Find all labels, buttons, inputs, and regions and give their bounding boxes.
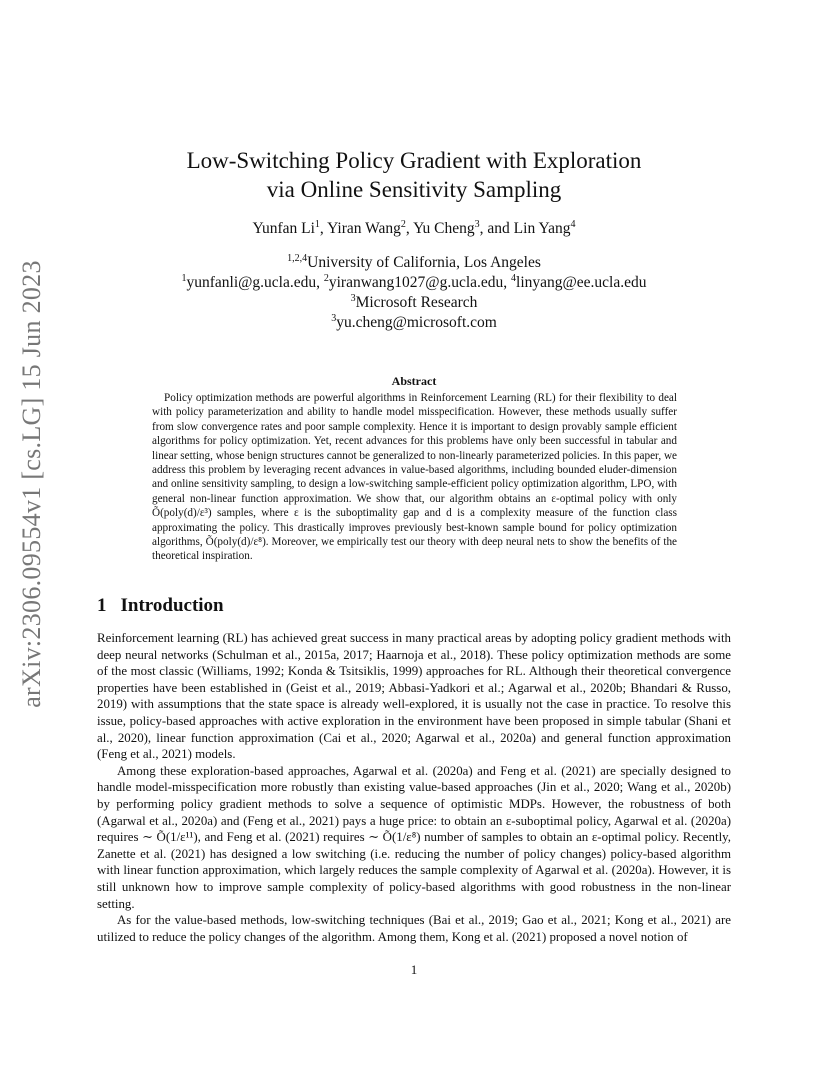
page-number: 1 — [410, 962, 418, 977]
author-emails: $^1$yunfanli@g.ucla.edu, $^2$yiranwang1027@g.ucla.edu, $^4$linyang@ee.ucla.edu — [181, 273, 647, 291]
paper-title — [0, 146, 828, 204]
abstract-body — [152, 391, 677, 564]
email-link: yu.cheng@microsoft.com — [336, 314, 497, 331]
author-affil-mark: 4 — [570, 219, 576, 230]
paragraph: As for the value-based methods, low-switching techniques (Bai et al., 2019; Gao et al., 2021; Kong et al., 2021) are utilized to reduce the policy changes of the algorithm. Among them, Kong et al. (2021) proposed a novel notion of — [97, 913, 731, 944]
arxiv-stamp-text: arXiv:2306.09554v1 [cs.LG] 15 Jun 2023 — [17, 260, 46, 708]
paragraph: Among these exploration-based approaches, Agarwal et al. (2020a) and Feng et al. (2021) are specially designed to handle model-misspecification more robustly than existing value-based approaches (Jin et al., 2020; Wang et al., 2020b) by performing policy gradient methods to solve a sequence of optimistic MDPs. However, the robustness of both (Agarwal et al., 2020a) and (Feng et al., 2021) pays a huge price: to obtain an ε-suboptimal policy, Agarwal et al. (2020a) requires ∼ Õ(1/ε¹¹), and Feng et al. (2021) requires ∼ Õ(1/ε⁸) number of samples to obtain an ε-optimal policy. Recently, Zanette et al. (2021) has designed a low switching (i.e. reducing the number of policy changes) policy-based algorithm with linear function approximation, which largely reduces the sample complexity of Agarwal et al. (2020a). However, it is still unknown how to improve sample complexity of policy-based algorithms with good robustness in the non-linear setting. — [97, 763, 731, 911]
section-heading — [97, 595, 224, 617]
author-name: Yiran Wang — [327, 220, 401, 237]
email-link: yiranwang1027@g.ucla.edu, — [328, 274, 512, 291]
email-link: yunfanli@g.ucla.edu, — [186, 274, 324, 291]
author-name: Yu Cheng — [413, 220, 475, 237]
arxiv-stamp — [14, 260, 50, 708]
body-text — [97, 630, 731, 945]
author-affil-mark: 3 — [474, 219, 480, 230]
paragraph: Reinforcement learning (RL) has achieved great success in many practical areas by adopting policy gradient methods with deep neural networks (Schulman et al., 2015a, 2017; Haarnoja et al., 2018). These policy optimization methods are some of the most classic (Williams, 1992; Konda & Tsitsiklis, 1999) approaches for RL. Although their theoretical convergence properties have been established in (Geist et al., 2019; Abbasi-Yadkori et al.; Agarwal et al., 2020b; Bhandari & Russo, 2019) with assumptions that the state space is already well-explored, it is usually not the case in practice. To resolve this issue, policy-based approaches with active exploration in the environment have been proposed in simple tabular (Shani et al., 2020), linear function approximation (Cai et al., 2020; Agarwal et al., 2020a) and general function approximation (Feng et al., 2021) models. — [97, 631, 731, 762]
author-affil-mark: 1 — [314, 219, 320, 230]
affiliations — [0, 253, 828, 333]
email-link: linyang@ee.ucla.edu — [516, 274, 647, 291]
author-affil-mark: 2 — [400, 219, 406, 230]
author-separator: , and — [479, 220, 514, 237]
affiliation-ucla: $^{1,2,4}$University of California, Los Angeles — [287, 253, 541, 271]
author-list — [0, 220, 828, 238]
abstract-text: Policy optimization methods are powerful algorithms in Reinforcement Learning (RL) for their flexibility to deal with policy parameterization and ability to handle model misspecification. However, these methods usually suffer from slow convergence rates and poor sample complexity. Hence it is important to design provably sample efficient algorithms for policy optimization. Yet, recent advances for this problems have only been successful in tabular and linear setting, whose benign structures cannot be generalized to non-linearly parameterized policies. In this paper, we address this problem by leveraging recent advances in value-based algorithms, including bounded eluder-dimension and online sensitivity sampling, to design a low-switching sample-efficient policy optimization algorithm, LPO, with general non-linear function approximation. We show that, our algorithm obtains an ε-optimal policy with only Õ(poly(d)/ε³) samples, where ε is the suboptimality gap and d is a complexity measure of the function class approximating the policy. This drastically improves previously best-known sample bound for policy optimization algorithms, Õ(poly(d)/ε⁸). Moreover, we empirically test our theory with deep neural nets to show the benefits of the theoretical inspiration. — [152, 392, 677, 563]
section-number: 1 — [97, 595, 107, 616]
section-title: Introduction — [120, 595, 224, 616]
title-line-1: Low-Switching Policy Gradient with Exploration — [186, 148, 642, 173]
author-name: Lin Yang — [513, 220, 571, 237]
affiliation-microsoft: $^3$Microsoft Research — [350, 293, 478, 311]
author-separator: , — [319, 220, 328, 237]
author-name: Yunfan Li — [252, 220, 315, 237]
author-separator: , — [405, 220, 414, 237]
title-line-2: via Online Sensitivity Sampling — [266, 177, 562, 202]
author-email-microsoft: $^3$yu.cheng@microsoft.com — [331, 313, 497, 331]
abstract-heading: Abstract — [391, 374, 437, 388]
